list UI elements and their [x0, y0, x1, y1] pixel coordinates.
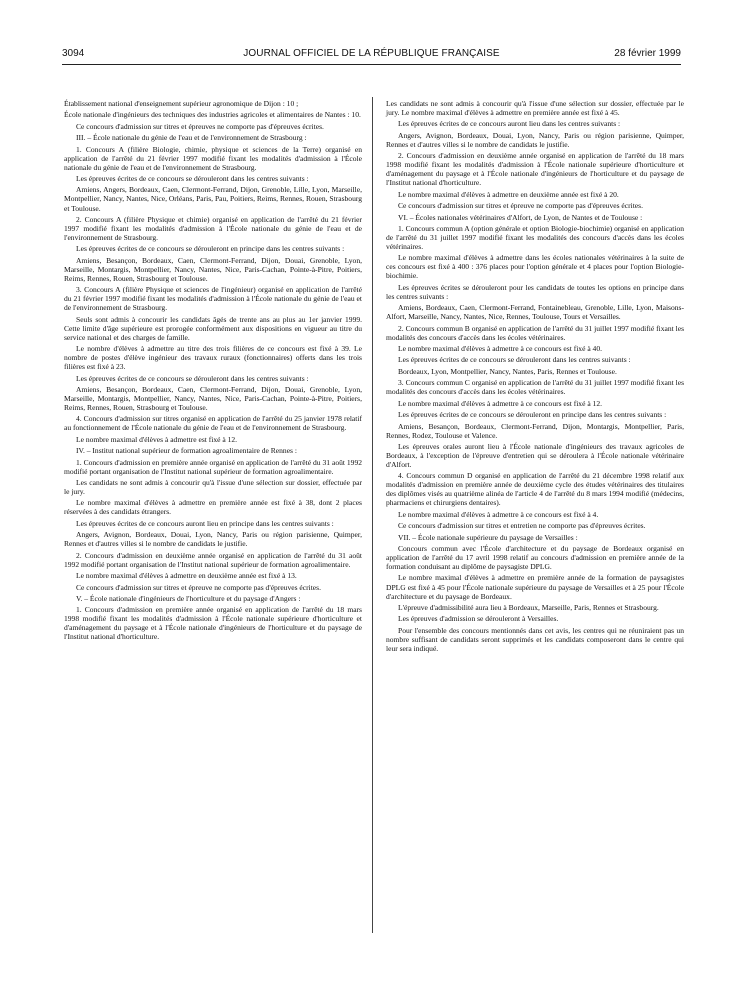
paragraph: Le nombre maximal d'élèves à admettre à ce concours est fixé à 12. — [398, 398, 602, 408]
paragraph: Les épreuves écrites se dérouleront pour les candidats de toutes les options en principe dans les centres suivants : — [386, 282, 684, 301]
paragraph: Ce concours d'admission sur titres et épreuve ne comporte pas d'épreuves écrites. — [398, 201, 643, 211]
paragraph: 1. Concours A (filière Biologie, chimie, physique et sciences de la Terre) organisé en application de l'arrêté du 21 février 1997 modifié fixant les modalités d'admission à l'École nationale du génie de l'eau et de l'environnement de Strasbourg. — [64, 144, 362, 172]
paragraph: Les candidats ne sont admis à concourir qu'à l'issue d'une sélection sur dossier, effectuée par le jury. — [64, 478, 362, 497]
paragraph: Les candidats ne sont admis à concourir qu'à l'issue d'une sélection sur dossier, effectuée par le jury. Le nombre maximal d'élèves à admettre en première année est fixé à 45. — [386, 99, 684, 118]
paragraph: Les épreuves écrites de ce concours auront lieu en principe dans les centres suivants : — [76, 518, 334, 528]
paragraph: 3. Concours A (filière Physique et sciences de l'ingénieur) organisé en application de l'arrêté du 21 février 1997 modifié fixant les modalités d'admission à l'École nationale du génie de l'eau et de l'environnement de Strasbourg. — [64, 285, 362, 313]
paragraph: 3. Concours commun C organisé en application de l'arrêté du 31 juillet 1997 modifié fixant les modalités des concours d'accès dans les écoles vétérinaires. — [386, 378, 684, 397]
paragraph: Le nombre maximal d'élèves à admettre en première année de la formation de paysagistes DPLG est fixé à 45 pour l'École nationale supérieure du paysage de Versailles et à 25 pour l'École d'architecture et du paysage de Bordeaux. — [386, 573, 684, 601]
paragraph: 4. Concours d'admission sur titres organisé en application de l'arrêté du 25 janvier 1978 relatif au fonctionnement de l'École nationale du génie de l'eau et de l'environnement de Strasbourg. — [64, 414, 362, 433]
paragraph: Seuls sont admis à concourir les candidats âgés de trente ans au plus au 1er janvier 1999. Cette limite d'âge supérieure est prorogée conformément aux dispositions en vigueur au titre du service national et des charges de famille. — [64, 314, 362, 342]
paragraph: VI. – Écoles nationales vétérinaires d'Alfort, de Lyon, de Nantes et de Toulouse : — [398, 212, 643, 222]
paragraph: Les épreuves d'admission se dérouleront à Versailles. — [398, 614, 559, 624]
paragraph: 4. Concours commun D organisé en application de l'arrêté du 21 décembre 1998 relatif aux modalités d'admission en première année de deuxième cycle des études vétérinaires des titulaires des diplômes visés au quatrième alinéa de l'article 4 de l'arrêté du 8 mars 1994 modifié (médecins, pharmaciens et chirurgiens dentaires). — [386, 471, 684, 508]
paragraph: 2. Concours commun B organisé en application de l'arrêté du 31 juillet 1997 modifié fixant les modalités des concours d'accès dans les écoles vétérinaires. — [386, 323, 684, 342]
paragraph: Les épreuves écrites de ce concours se dérouleront en principe dans les centres suivants : — [398, 410, 667, 420]
paragraph: Le nombre maximal d'élèves à admettre à ce concours est fixé à 40. — [398, 344, 602, 354]
paragraph: Les épreuves écrites de ce concours auront lieu dans les centres suivants : — [398, 119, 621, 129]
paragraph: Le nombre maximal d'élèves à admettre en deuxième année est fixé à 20. — [398, 189, 619, 199]
paragraph: Le nombre maximal d'élèves à admettre est fixé à 12. — [76, 434, 238, 444]
journal-title: JOURNAL OFFICIEL DE LA RÉPUBLIQUE FRANÇAISE — [243, 48, 500, 59]
paragraph: Concours commun avec l'École d'architecture et du paysage de Bordeaux organisé en application de l'arrêté du 17 avril 1998 relatif au concours d'admission en première année de la formation conduisant au diplôme de paysagiste DPLG. — [386, 544, 684, 572]
paragraph: III. – École nationale du génie de l'eau et de l'environnement de Strasbourg : — [76, 133, 307, 143]
paragraph: Établissement national d'enseignement supérieur agronomique de Dijon : 10 ; — [64, 99, 299, 108]
column-divider — [372, 97, 373, 933]
paragraph: Amiens, Angers, Bordeaux, Caen, Clermont-Ferrand, Dijon, Grenoble, Lille, Lyon, Marseille, Montpellier, Nancy, Nantes, Nice, Orléans, Paris, Pau, Poitiers, Reims, Rennes, Rouen, Strasbourg et Toulouse. — [64, 185, 362, 213]
paragraph: 1. Concours d'admission en première année organisé en application de l'arrêté du 18 mars 1998 modifié fixant les modalités d'admission à l'École nationale supérieure d'horticulture et d'aménagement du paysage et à l'École nationale d'ingénieurs de l'horticulture et du paysage de l'Institut national d'horticulture. — [64, 605, 362, 642]
paragraph: Amiens, Besançon, Bordeaux, Caen, Clermont-Ferrand, Dijon, Douai, Grenoble, Lyon, Marseille, Montargis, Montpellier, Nancy, Nantes, Nice, Paris-Cachan, Pointe-à-Pitre, Poitiers, Reims, Rennes, Rouen, Strasbourg et Toulouse. — [64, 255, 362, 283]
paragraph: Les épreuves écrites de ce concours se dérouleront dans les centres suivants : — [76, 373, 309, 383]
paragraph: Bordeaux, Lyon, Montpellier, Nancy, Nantes, Paris, Rennes et Toulouse. — [398, 366, 617, 376]
left-column — [64, 99, 362, 644]
paragraph: Les épreuves écrites de ce concours se dérouleront dans les centres suivants : — [76, 174, 309, 184]
paragraph: VII. – École nationale supérieure du paysage de Versailles : — [398, 532, 578, 542]
paragraph: Angers, Avignon, Bordeaux, Douai, Lyon, Nancy, Paris ou région parisienne, Quimper, Rennes et d'autres villes si le nombre de candidats le justifie. — [386, 130, 684, 149]
paragraph: Ce concours d'admission sur titres et épreuves ne comporte pas d'épreuves écrites. — [76, 121, 324, 131]
paragraph: Amiens, Besançon, Bordeaux, Caen, Clermont-Ferrand, Dijon, Douai, Grenoble, Lyon, Marseille, Montargis, Montpellier, Nancy, Nantes, Nice, Paris-Cachan, Pointe-à-Pitre, Poitiers, Reims, Rennes, Rouen, Strasbourg et Toulouse. — [64, 384, 362, 412]
paragraph: Pour l'ensemble des concours mentionnés dans cet avis, les centres qui ne réuniraient pas un nombre suffisant de candidats seront supprimés et les candidats composeront dans le centre qui leur sera indiqué. — [386, 625, 684, 653]
paragraph: Angers, Avignon, Bordeaux, Douai, Lyon, Nancy, Paris ou région parisienne, Quimper, Rennes et d'autres villes si le nombre de candidats le justifie. — [64, 530, 362, 549]
paragraph: Le nombre maximal d'élèves à admettre en première année est fixé à 38, dont 2 places réservées à des candidats étrangers. — [64, 498, 362, 517]
publication-date: 28 février 1999 — [614, 48, 681, 59]
paragraph: École nationale d'ingénieurs des techniques des industries agricoles et alimentaires de Nantes : 10. — [64, 110, 361, 120]
paragraph: Les épreuves orales auront lieu à l'École nationale d'ingénieurs des travaux agricoles de Bordeaux, à l'exception de l'épreuve d'entretien qui se déroulera à l'École nationale vétérinaire d'Alfort. — [386, 441, 684, 469]
paragraph: V. – École nationale d'ingénieurs de l'horticulture et du paysage d'Angers : — [76, 593, 301, 603]
paragraph: 1. Concours d'admission en première année organisé en application de l'arrêté du 31 août 1992 modifié portant organisation de l'Institut national supérieur de formation agroalimentaire. — [64, 457, 362, 476]
paragraph: IV. – Institut national supérieur de formation agroalimentaire de Rennes : — [76, 446, 297, 456]
paragraph: Les épreuves écrites de ce concours se dérouleront dans les centres suivants : — [398, 355, 631, 365]
paragraph: 2. Concours d'admission en deuxième année organisé en application de l'arrêté du 18 mars 1998 modifié fixant les modalités d'admission à l'École nationale supérieure d'horticulture et d'aménagement du paysage et à l'École nationale d'ingénieurs de l'horticulture et du paysage de l'Institut national d'horticulture. — [386, 151, 684, 188]
header-rule — [62, 64, 681, 65]
paragraph: Le nombre maximal d'élèves à admettre à ce concours est fixé à 4. — [398, 509, 599, 519]
paragraph: Ce concours d'admission sur titres et entretien ne comporte pas d'épreuves écrites. — [398, 521, 646, 531]
paragraph: Amiens, Besançon, Bordeaux, Clermont-Ferrand, Dijon, Montargis, Montpellier, Paris, Rennes, Rodez, Toulouse et Valence. — [386, 421, 684, 440]
page-number: 3094 — [62, 48, 85, 59]
paragraph: Ce concours d'admission sur titres et épreuve ne comporte pas d'épreuves écrites. — [76, 582, 321, 592]
paragraph: Le nombre maximal d'élèves à admettre dans les écoles nationales vétérinaires à la suite de ces concours est fixé à 400 : 376 places pour l'option générale et 4 places pour l'option Biologie-biochimie. — [386, 253, 684, 281]
paragraph: Le nombre maximal d'élèves à admettre en deuxième année est fixé à 13. — [76, 571, 297, 581]
paragraph: Les épreuves écrites de ce concours se dérouleront en principe dans les centres suivants : — [76, 244, 345, 254]
paragraph: 1. Concours commun A (option générale et option Biologie-biochimie) organisé en application de l'arrêté du 31 juillet 1997 modifié fixant les modalités des concours d'accès dans les écoles vétérinaires. — [386, 223, 684, 251]
right-column — [386, 99, 684, 655]
paragraph: Le nombre d'élèves à admettre au titre des trois filières de ce concours est fixé à 39. Le nombre de postes d'élève ingénieur des travaux ruraux (fonctionnaires) offerts dans les trois filières est fixé à 23. — [64, 344, 362, 372]
paragraph: 2. Concours d'admission en deuxième année organisé en application de l'arrêté du 31 août 1992 modifié portant organisation de l'Institut national supérieur de formation agroalimentaire. — [64, 550, 362, 569]
page-header — [62, 48, 681, 62]
paragraph: L'épreuve d'admissibilité aura lieu à Bordeaux, Marseille, Paris, Rennes et Strasbourg. — [398, 602, 659, 612]
paragraph: 2. Concours A (filière Physique et chimie) organisé en application de l'arrêté du 21 février 1997 modifié fixant les modalités d'admission à l'École nationale du génie de l'eau et de l'environnement de Strasbourg. — [64, 214, 362, 242]
paragraph: Amiens, Bordeaux, Caen, Clermont-Ferrand, Fontainebleau, Grenoble, Lille, Lyon, Maisons-Alfort, Marseille, Nancy, Nantes, Nice, Rennes, Toulouse, Tours et Versailles. — [386, 303, 684, 322]
